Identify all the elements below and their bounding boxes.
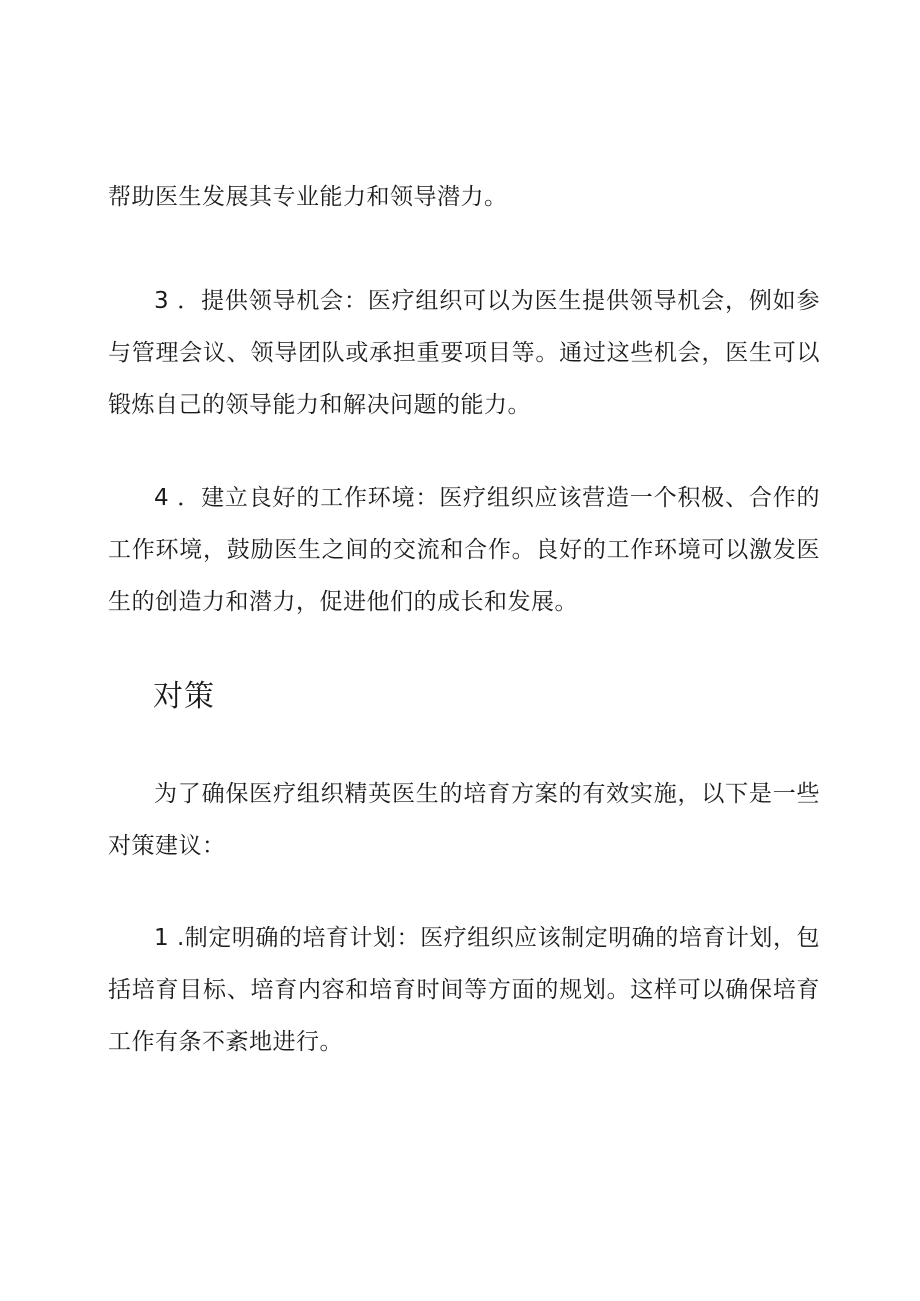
item-3-paragraph: 3 ．提供领导机会：医疗组织可以为医生提供领导机会，例如参与管理会议、领导团队或承担重要项目等。通过这些机会，医生可以锻炼自己的领导能力和解决问题的能力。 xyxy=(108,288,820,418)
continuation-paragraph: 帮助医生发展其专业能力和领导潜力。 xyxy=(108,184,508,210)
measure-1-paragraph: 1 .制定明确的培育计划：医疗组织应该制定明确的培育计划，包括培育目标、培育内容和培育时间等方面的规划。这样可以确保培育工作有条不紊地进行。 xyxy=(108,925,820,1055)
section-intro-paragraph: 为了确保医疗组织精英医生的培育方案的有效实施，以下是一些对策建议： xyxy=(108,781,820,859)
section-heading: 对策 xyxy=(153,679,215,714)
item-4-paragraph: 4 ．建立良好的工作环境：医疗组织应该营造一个积极、合作的工作环境，鼓励医生之间的交流和合作。良好的工作环境可以激发医生的创造力和潜力，促进他们的成长和发展。 xyxy=(108,485,820,615)
